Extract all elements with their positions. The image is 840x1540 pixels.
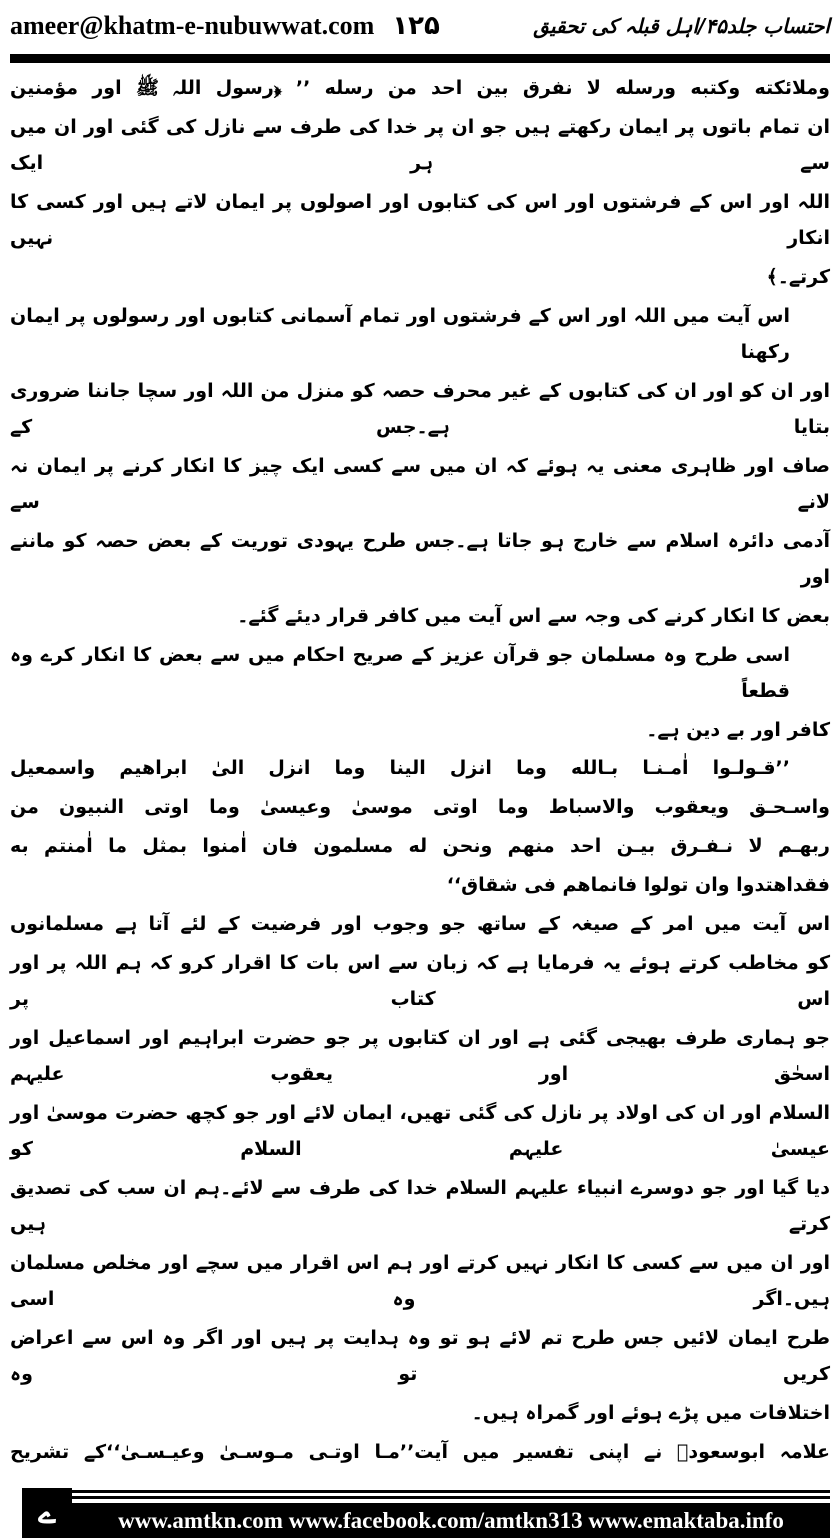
text-line: بعض کا انکار کرنے کی وجہ سے اس آیت میں کافر قرار دیئے گئے۔ [237, 604, 830, 627]
footer-rule [72, 1490, 830, 1493]
header-rule [10, 54, 830, 63]
text-line: دیا گیا اور جو دوسرے انبیاء علیہم السلام خدا کی طرف سے لائے۔ہم ان سب کی تصدیق کرتے ہیں [10, 1177, 830, 1236]
text-line: صاف اور ظاہری معنی یہ ہوئے کہ ان میں سے کسی ایک چیز کا انکار کرنے پر ایمان نہ لانے سے [10, 454, 830, 513]
text-line: طرح ایمان لائیں جس طرح تم لائے ہو تو وہ ہدایت پر ہیں اور اگر وہ اس سے اعراض کریں تو وہ [10, 1327, 830, 1386]
text-line: وملائکته وکتبه ورسله لا نفرق بین احد من رسله ’’ ﴿رسول اللہ ﷺ اور مؤمنین [10, 77, 830, 99]
header-email: ameer@khatm-e-nubuwwat.com [10, 11, 375, 40]
text-line: جو ہماری طرف بھیجی گئی ہے اور ان کتابوں پر جو حضرت ابراہیم اور اسماعیل اور اسحٰق اور یعقوب علیہم [10, 1027, 830, 1086]
page-footer [10, 1486, 830, 1538]
text-line: اور ان میں سے کسی کا انکار نہیں کرتے اور ہم اس اقرار میں سچے اور مخلص مسلمان ہیں۔اگر وہ اسی [10, 1252, 830, 1311]
text-line: کرتے۔﴾ [766, 265, 830, 288]
text-line: اللہ اور اس کے فرشتوں اور اس کی کتابوں اور اصولوں پر ایمان لاتے ہیں اور کسی کا انکار نہیں [10, 190, 830, 249]
text-line: علامہ ابوسعودؒ نے اپنی تفسیر میں آیت’’مـا اوتـی مـوسـیٰ وعیـسـیٰ‘‘کے تشریح [10, 1440, 830, 1463]
text-line: اس آیت میں اللہ اور اس کے فرشتوں اور تمام آسمانی کتابوں اور رسولوں پر ایمان رکھنا [10, 304, 790, 363]
text-line: اسی طرح وہ مسلمان جو قرآن عزیز کے صریح احکام میں سے بعض کا انکار کرے وہ قطعاً [10, 643, 790, 702]
footer-rule [72, 1496, 830, 1499]
book-title: احتساب جلد۴۵/اہل قبلہ کی تحقیق [533, 14, 830, 38]
quran-verse-line: ’’قـولـوا اٰمـنـا بـالله وما انزل الینا وما انزل الیٰ ابراھیم واسمعیل [10, 757, 790, 780]
text-line: کافر اور بے دین ہے۔ [646, 718, 830, 741]
text-line: آدمی دائرہ اسلام سے خارج ہو جاتا ہے۔جس طرح یہودی توریت کے بعض حصہ کو ماننے اور [10, 529, 830, 588]
text-line: اور ان کو اور ان کی کتابوں کے غیر محرف حصہ کو منزل من اللہ اور سچا جاننا ضروری بتایا ہے۔جس کے [10, 379, 830, 438]
header-left [10, 11, 440, 41]
footer-urls: www.amtkn.com www.facebook.com/amtkn313 www.emaktaba.info [72, 1503, 830, 1538]
text-line: السلام اور ان کی اولاد پر نازل کی گئی تھیں، ایمان لائے اور جو کچھ حضرت موسیٰ اور عیسیٰ علیہم السلام کو [10, 1102, 830, 1161]
text-line: ان تمام باتوں پر ایمان رکھتے ہیں جو ان پر خدا کی طرف سے نازل کی گئی اور ان میں سے ہر ایک [10, 115, 830, 174]
quran-verse-line: واسـحـق ویعقوب والاسباط وما اوتی موسیٰ وعیسیٰ وما اوتی النبیون من [10, 796, 830, 819]
text-line: اس آیت میں امر کے صیغہ کے ساتھ جو وجوب اور فرضیت کے لئے آتا ہے مسلمانوں [10, 913, 830, 936]
page-header [10, 8, 830, 44]
page-body [10, 70, 830, 1470]
text-line: اختلافات میں پڑے ہوئے اور گمراہ ہیں۔ [471, 1401, 830, 1424]
page-number: ۱۲۵ [392, 11, 440, 41]
quran-verse-line: ربھـم لا نـفـرق بیـن احد منھم ونحن له مسلمون فان اٰمنوا بمثل ما اٰمنتم به [10, 835, 830, 858]
text-line: کو مخاطب کرتے ہوئے یہ فرمایا ہے کہ زبان سے اس بات کا اقرار کرو کہ ہم اللہ پر اور اس کتاب پر [10, 952, 830, 1011]
page-marker: ے [22, 1488, 72, 1538]
quran-verse-line: فقداھتدوا وان تولوا فانماھم فی شقاق‘‘ [446, 874, 830, 897]
